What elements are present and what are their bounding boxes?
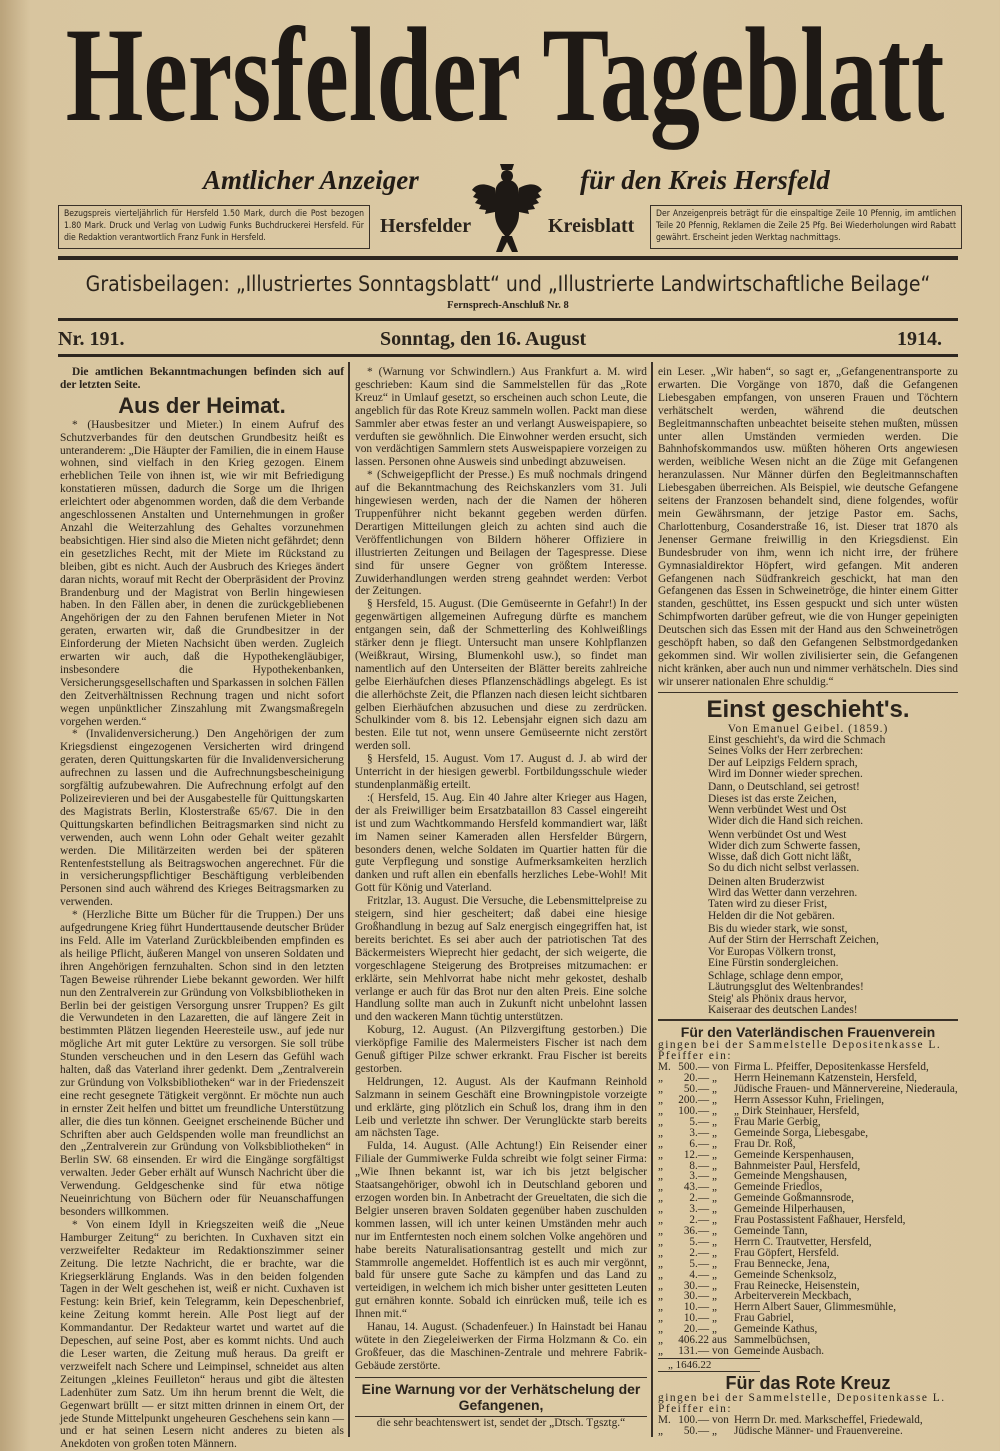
donation-currency-mark: „ (658, 1279, 663, 1292)
poem-line: Kaiseraar des deutschen Landes! (708, 1003, 858, 1016)
issue-date: Sonntag, den 16. August (380, 328, 587, 350)
donation-currency-mark: „ (658, 1126, 663, 1139)
poem-line: Der auf Leipzigs Feldern sprach, (708, 756, 858, 769)
kreisblatt-right: Kreisblatt (548, 215, 635, 237)
poem-line: Steig' als Phönix draus hervor, (708, 992, 847, 1005)
donation-preposition: „ (712, 1214, 717, 1227)
donation-currency-mark: „ (658, 1170, 663, 1183)
poem-line: Wider dich die Hand sich reichen. (708, 815, 864, 828)
column-2 (355, 366, 647, 1430)
donation-amount: 2.— (689, 1214, 709, 1227)
poem-author: Von Emanuel Geibel. (1859.) (727, 723, 889, 736)
newspaper-title: Hersfelder Tageblatt (65, 0, 945, 150)
donation-amount: 6.— (689, 1137, 709, 1150)
donation-donor: Gemeinde Friedlos, (734, 1181, 823, 1194)
advertising-info-box: Der Anzeigenpreis beträgt für die einspaltige Zeile 10 Pfennig, im amtlichen Teile 20 Pfennig, Reklamen die Zeile 25 Pfg. Bei Wiederholungen wird Rabatt gewährt. Erscheint jeden Werktag nachmittags. (650, 205, 962, 249)
donation-currency-mark: „ (658, 1159, 663, 1172)
donation-amount: 20.— (683, 1323, 709, 1336)
donation-donor: Gemeinde Sorga, Liebesgabe, (734, 1126, 868, 1139)
donation-donor: Herrn C. Trautvetter, Hersfeld, (734, 1235, 872, 1248)
donation-amount: 30.— (683, 1290, 709, 1303)
donation-amount: 3.— (689, 1126, 709, 1139)
donation-currency-mark: „ (658, 1334, 663, 1347)
donation-preposition: „ (712, 1235, 717, 1248)
donation-amount: 5.— (689, 1235, 709, 1248)
donation-currency-mark: „ (658, 1148, 663, 1161)
donation-currency-mark: „ (658, 1094, 663, 1107)
donation-preposition: „ (712, 1425, 717, 1438)
warning-subtitle: die sehr beachtenswert ist, sendet der „Dtsch. Tgsztg.“ (376, 1416, 626, 1429)
telephone-number: Fernsprech-Anschluß Nr. 8 (447, 300, 569, 311)
donation-amount: 10.— (683, 1312, 709, 1325)
column-divider (651, 362, 653, 1437)
donation-donor: Frau Gabriel, (734, 1312, 794, 1325)
donation-amount: 200.— (678, 1094, 709, 1107)
donation-donor: Bahnmeister Paul, Hersfeld, (734, 1159, 861, 1172)
donation-currency-mark: „ (658, 1301, 663, 1314)
poem-line: Dieses ist das erste Zeichen, (708, 792, 837, 805)
poem-stanza (708, 877, 958, 922)
donation-donor: Arbeiterverein Meckbach, (734, 1290, 852, 1303)
donation-donor: Frau Postassistent Faßhauer, Hersfeld, (734, 1214, 906, 1227)
poem-line: Wird im Donner wieder sprechen. (708, 768, 863, 781)
subscription-info-box: Bezugspreis vierteljährlich für Hersfeld 1.50 Mark, durch die Post bezogen 1.80 Mark. Druck und Verlag von Ludwig Funks Buchdruckerei Hersfeld. Für die Redaktion verantwortlich Franz Funk in Hersfeld. (58, 205, 370, 249)
frauenverein-intro: gingen bei der Sammelstelle Depositenkasse L. Pfeiffer ein: (658, 1038, 942, 1063)
donation-donor: Gemeinde Tann, (734, 1224, 808, 1237)
donation-donor: Gemeinde Mengshausen, (734, 1170, 848, 1183)
poem-line: Helden dir die Not gebären. (708, 909, 835, 922)
article: Hanau, 14. August. (Schadenfeuer.) In Hainstadt bei Hanau wütete in den Ziegeleiwerken der Firma Holzmann & Co. ein Großfeuer, das die Maschinen-Zentrale und mehrere Fabrik-Gebäude zerstörte. (355, 1321, 647, 1372)
donation-amount: 2.— (689, 1192, 709, 1205)
red-cross-title: Für das Rote Kreuz (725, 1372, 891, 1393)
donation-amount: 12.— (683, 1148, 709, 1161)
donation-currency-mark: „ (658, 1344, 663, 1357)
article: * (Warnung vor Schwindlern.) Aus Frankfurt a. M. wird geschrieben: Kaum sind die Sammelstellen für das „Rote Kreuz“ in Umlauf gesetzt, so erscheinen auch schon Leute, die angeblich für das Rote Kreuz sammeln wollen. Packt man diese Sammler aber etwas fester an und verlangt Ausweispapiere, so verduften sie gewöhnlich. Die Einwohner werden ersucht, sich von verdächtigen Sammlern stets Ausweispapiere vorzeigen zu lassen. Personen ohne Ausweis sind unbedingt abzuweisen. (355, 366, 647, 469)
donation-amount: 4.— (689, 1268, 709, 1281)
donation-donor: Frau Göpfert, Hersfeld. (734, 1246, 840, 1259)
donation-amount: 50.— (683, 1083, 709, 1096)
donation-preposition: „ (712, 1301, 717, 1314)
article: * Von einem Idyll in Kriegszeiten weiß die „Neue Hamburger Zeitung“ zu berichten. In Cuxhaven sitzt ein verzweifelter Redakteur im Redaktionszimmer seiner Zeitung. Die letzte Nachricht, die er brachte, war die Kriegserklärung Englands. Was in den beiden folgenden Tagen in der Welt geschehen ist, weiß er nicht. Cuxhaven ist Festung: kein Brief, kein Telegramm, kein Depeschenbrief, keine Zeitung kommt herein. Alle Post liegt auf der Kommandantur. Der Redakteur wartet und wartet auf die Depeschen, auf seine Post, aber es kommt nichts. Und auch die Leser warten, die Zeitung muß heraus. Da greift er verzweifelt nach Schere und Leimpinsel, schneidet aus alten Zeitungen „kleines Feuilleton“ heraus und gibt die ältesten Ladenhüter zum Satz. Um ihn herum brennt die Welt, die Gegenwart brüllt — er sitzt mitten drinnen in einem Ort, der jede Stunde Mittelpunkt ungeheuren Geschehens sein kann — und er hat seinen Lesern nicht anderes zu bieten als Anekdoten von großen toten Männern. (60, 1218, 344, 1451)
donation-donor: Gemeinde Kerspenhausen, (734, 1148, 854, 1161)
issue-number: Nr. 191. (58, 328, 125, 350)
donation-preposition: „ (712, 1246, 717, 1259)
poem-line: Bis du wieder stark, wie sonst, (708, 922, 848, 935)
donation-list (658, 1062, 958, 1356)
poem (658, 735, 958, 1016)
frauenverein-title: Für den Vaterländischen Frauenverein (680, 1023, 936, 1040)
article: Koburg, 12. August. (An Pilzvergiftung gestorben.) Die vierköpfige Familie des Malermeisters Fischer ist nach dem Genuß giftiger Pilze schwer erkrankt. Frau Fischer ist bereits gestorben. (355, 1024, 647, 1075)
poem-line: Dann, o Deutschland, sei getrost! (708, 781, 860, 794)
masthead-rule (58, 256, 958, 260)
article: * (Invalidenversicherung.) Den Angehörigen der zum Kriegsdienst eingezogenen Versicherten wird dringend geraten, deren Quittungskarten für die Invalidenversicherung aufrechnen zu lassen und die Aufrechnungsbescheinigung sorgfältig aufzubewahren. Die Aufrechnung erfolgt auf den Polizeirevieren und bei der Ausgabestelle für Quittungskarten des Magistrats Berlin, Klosterstraße 65/67. Die in den Quittungskarten befindlichen Beitragsmarken sind nicht zu verwenden, auch wenn Lohn oder Gehalt weiter gezahlt werden. Die Militärzeiten werden bei der späteren Rentenfeststellung als Beitragswochen angerechnet. Für die in versicherungspflichtiger Beschäftigung verbleibenden Personen sind auch während des Krieges Beitragsmarken zu verwenden. (60, 728, 344, 909)
donation-currency-mark: „ (658, 1425, 663, 1438)
donation-preposition: „ (712, 1279, 717, 1292)
column-divider (348, 362, 350, 1437)
poem-stanza (708, 971, 958, 1016)
donation-total: „ 1646.22 (658, 1358, 760, 1372)
donation-amount: 43.— (683, 1181, 709, 1194)
donation-amount: 20.— (683, 1072, 709, 1085)
donation-preposition: „ (712, 1312, 717, 1325)
poem-line: Auf der Stirn der Herrschaft Zeichen, (708, 934, 879, 947)
donation-amount: 50.— (683, 1425, 709, 1438)
poem-line: Wenn verbündet Ost und West (708, 828, 847, 841)
kreisblatt-left: Hersfelder (380, 215, 472, 237)
donation-amount: 3.— (689, 1203, 709, 1216)
donation-amount: 10.— (683, 1301, 709, 1314)
donation-currency-mark: „ (658, 1072, 663, 1085)
donation-currency-mark: „ (658, 1115, 663, 1128)
donation-donor: Gemeinde Hilperhausen, (734, 1203, 846, 1216)
donation-preposition: „ (712, 1323, 717, 1336)
donation-currency-mark: M. (658, 1414, 671, 1427)
donation-preposition: aus (712, 1334, 727, 1347)
divider (658, 692, 958, 694)
article: * (Herzliche Bitte um Bücher für die Truppen.) Der uns aufgedrungene Krieg führt Hunderttausende deutscher Brüder ins Feld. Alle im Vaterland Zurückbleibenden empfinden es als heilige Pflicht, äußeren Mangel von unseren Soldaten und ihren Angehörigen fernzuhalten. Schon sind in den letzten Tagen Beweise rührender Liebe bekannt geworden. Wer hilft nun den Zentralverein zur Gründung von Volksbibliotheken in Berlin bei der geistigen Versorgung unsrer Truppen? Es gilt die Verwundeten in den Lazaretten, die auf längere Zeit in bestimmten Plätzen liegenden Heeresteile usw., auf jede nur mögliche Art mit guter Lektüre zu versorgen. Sie soll trübe Stunden verscheuchen und in den Lesern das Gefühl wach halten, daß das Vaterland ihrer gedenkt. Dem „Zentralverein zur Gründung von Volksbibliotheken“ war in der Friedenszeit eine recht gesegnete Tätigkeit vergönnt. Er möchte nun auch in ernster Zeit helfen und bittet um freundliche Unterstützung aller, die dies tun können. Geeignet erscheinende Bücher und Schriften aber auch Geldspenden wolle man freundlichst an den „Zentralverein zur Gründung von Volksbibliotheken“ in Berlin SW. 68 einsenden. Er wird die Eingänge sorgfältigst verwalten. Jeder Geber erhält auf Wunsch Nachricht über die Verwendung. Geldgeschenke sind für etwa nötige Neueinrichtung von Büchern oder für Neuanschaffungen besonders willkommen. (60, 909, 344, 1218)
article: * (Hausbesitzer und Mieter.) In einem Aufruf des Schutzverbandes für den deutschen Grundbesitz heißt es unteranderem: „Die Häupter der Familien, die in einem Hause wohnen, sind vielfach in den Krieg gezogen. Einem erheblichen Teile von ihnen ist, wie wir mit Befriedigung konstatieren müssen, dadurch die Sorge um die Ihrigen erleichtert oder abgenommen worden, daß die dem Verbande angeschlossenen Anstalten und Unternehmungen in großer Anzahl die Weiterzahlung des Gehaltes vorzunehmen beabsichtigen. Hier sind also die Mieten nicht gefährdet; denn ein gesetzliches Recht, mit der Miete im Rückstand zu bleiben, gibt es nicht. Auch der Ausbruch des Krieges ändert daran nichts, worauf mit Recht der Oberpräsident der Provinz Brandenburg und der Magistrat von Berlin hingewiesen haben. In den Fällen aber, in denen die zurückgebliebenen Angehörigen der zu den Fahnen berufenen Mieter in Not geraten, erwarten wir, daß die Grundbesitzer in der Einforderung der Mieten Nachsicht üben werden. Zugleich erwarten wir auch, daß die Hypothekengläubiger, insbesondere die Hypothekenbanken, Versicherungsgesellschaften und Sparkassen in solchen Fällen den Zeitverhältnissen Rechnung tragen und nicht sofort wegen unpünktlicher Zinszahlung mit Zwangsmaßregeln vorgehen werden.“ (60, 418, 344, 728)
donation-amount: 100.— (678, 1105, 709, 1117)
donation-currency-mark: „ (658, 1235, 663, 1248)
donation-amount: 5.— (689, 1115, 709, 1128)
donation-amount: 8.— (689, 1159, 709, 1172)
subtitle-left: Amtlicher Anzeiger (203, 165, 419, 195)
donation-currency-mark: „ (658, 1192, 663, 1205)
poem-stanza (708, 735, 958, 780)
donation-amount: 36.— (683, 1224, 709, 1237)
rule (58, 354, 958, 357)
donation-donor: Herrn Albert Sauer, Glimmesmühle, (734, 1301, 897, 1314)
donation-amount: 406.22 (678, 1334, 709, 1347)
donation-preposition: von (712, 1061, 729, 1074)
poem-stanza (708, 830, 958, 875)
donation-preposition: „ (712, 1083, 717, 1096)
donation-donor: Gemeinde Ausbach. (734, 1344, 825, 1357)
donation-currency-mark: „ (658, 1083, 663, 1096)
donation-donor: Gemeinde Kathus, (734, 1323, 818, 1336)
donation-amount: 2.— (689, 1246, 709, 1259)
donation-preposition: „ (712, 1137, 717, 1150)
poem-line: Eine Fürstin sondergleichen. (708, 956, 839, 969)
donation-preposition: „ (712, 1290, 717, 1303)
divider (658, 1019, 958, 1021)
donation-currency-mark: M. (658, 1061, 671, 1074)
donation-currency-mark: „ (658, 1224, 663, 1237)
donation-currency-mark: „ (658, 1246, 663, 1259)
donation-list (658, 1415, 958, 1437)
donation-amount: 3.— (689, 1170, 709, 1183)
donation-amount: 5.— (689, 1257, 709, 1270)
donation-donor: Herrn Dr. med. Markscheffel, Friedewald, (734, 1414, 923, 1427)
donation-preposition: „ (712, 1115, 717, 1128)
poem-line: Wird das Wetter dann verzehren. (708, 887, 858, 900)
poem-stanza (708, 924, 958, 969)
donation-preposition: „ (712, 1257, 717, 1270)
donation-donor: Frau Marie Gerbig, (734, 1115, 821, 1128)
donation-donor: Frau Bennecke, Jena, (734, 1257, 830, 1270)
warning-box (355, 1377, 647, 1417)
article: § Hersfeld, 15. August. Vom 17. August d. J. ab wird der Unterricht in der hiesigen gewerbl. Fortbildungsschule wieder stundenplanmäßig erteilt. (355, 753, 647, 791)
poem-line: Einst geschieht's, da wird die Schmach (708, 734, 886, 747)
donation-donor: Herrn Heinemann Katzenstein, Hersfeld, (734, 1072, 917, 1085)
donation-preposition: „ (712, 1268, 717, 1281)
imperial-eagle-icon (470, 160, 544, 256)
donation-currency-mark: „ (658, 1323, 663, 1336)
poem-line: Deinen alten Bruderzwist (708, 875, 825, 888)
donation-preposition: „ (712, 1224, 717, 1237)
official-notices-note: Die amtlichen Bekanntmachungen befinden sich auf der letzten Seite. (60, 366, 344, 391)
donation-amount: 131.— (678, 1344, 709, 1357)
poem-line: Wisse, daß dich Gott nicht läßt, (708, 851, 852, 864)
donation-currency-mark: „ (658, 1181, 663, 1194)
poem-stanza (708, 782, 958, 827)
article: Fritzlar, 13. August. Die Versuche, die Lebensmittelpreise zu steigern, sind hier gescheitert; daß dabei eine hiesige Großhandlung in bezug auf Salz energisch eingegriffen hat, ist bereits berichtet. Es sei aber auch der patriotischen Tat des Bäckermeisters Wieprecht hier gedacht, der sich weigerte, die vorgeschlagene Steigerung des Brotpreises mitzumachen: er erklärte, sein Mehlvorrat habe nicht mehr gekostet, deshalb verlange er auch für das Brot nur den alten Preis. Eine solche Handlung sollte man auch in Zukunft nicht unbelohnt lassen und den wackeren Mann tüchtig unterstützen. (355, 895, 647, 1024)
article: Fulda, 14. August. (Alle Achtung!) Ein Reisender einer Filiale der Gummiwerke Fulda schreibt wie folgt seiner Firma: „Wie Ihnen bekannt ist, war ich bis jetzt belgischer Staatsangehöriger, obwohl ich in Deutschland geboren und erzogen worden bin. In Anbetracht der Greueltaten, die sich die Belgier unseren braven Soldaten gegenüber haben zuschulden kommen lassen, will ich unter keinen Umständen mehr auch nur im Entferntesten noch einem solchen Volke angehören und habe bereits Naturalisationsantrag gestellt und mich zur Stammrolle angemeldet. Hoffentlich ist es auch mir vergönnt, bald für unsere gute Sache zu kämpfen und das Land zu verteidigen, in welchem ich mich bisher unter gesitteten Leuten gut ernähren konnte. Sobald ich einrücken muß, teile ich es Ihnen mit.“ (355, 1140, 647, 1321)
donation-currency-mark: „ (658, 1203, 663, 1216)
free-supplements-line: Gratisbeilagen: „Illustriertes Sonntagsblatt“ und „Illustrierte Landwirtschaftliche Beilage“ (85, 272, 931, 296)
column-3 (658, 366, 958, 1437)
article: § Hersfeld, 15. August. (Die Gemüseernte in Gefahr!) In der gegenwärtigen allgemeinen Aufregung dürfte es manchem entgangen sein, daß der Schmetterling des Kohlweißlings stärker denn je fliegt. Untersucht man unsere Kohlpflanzen (Weißkraut, Wirsing, Blumenkohl usw.), so findet man namentlich auf den Unterseiten der Blätter bereits zahlreiche gelbe Eierhäufchen dieses Pflanzenschädlings abgelegt. Es ist die allerhöchste Zeit, die Pflanzen nach diesen leicht sichtbaren gelben Eierhäufchen abzusuchen und diese zu zerdrücken. Schulkinder vom 8. bis 12. Lebensjahr eignen sich dazu am besten. Eile tut not, wenn unsere Gemüseernte nicht zerstört werden soll. (355, 598, 647, 753)
column-1 (60, 366, 344, 1451)
donation-preposition: „ (712, 1159, 717, 1172)
donation-preposition: von (712, 1344, 729, 1357)
donation-preposition: „ (712, 1148, 717, 1161)
poem-line: Seines Volks der Herr zerbrechen: (708, 745, 864, 758)
section-heading: Aus der Heimat. (118, 392, 286, 418)
donation-currency-mark: „ (658, 1105, 663, 1117)
donation-preposition: „ (712, 1192, 717, 1205)
donation-preposition: „ (712, 1094, 717, 1107)
article: * (Schweigepflicht der Presse.) Es muß nochmals dringend auf die Bekanntmachung des Reichskanzlers vom 31. Juli hingewiesen werden, nach der die Namen der höheren Truppenführer nicht bekannt gegeben werden dürfen. Derartigen Mitteilungen gleich zu achten sind auch die Veröffentlichungen von Bildern höherer Offiziere in illustrierten Zeitungen und Beilagen der Tagespresse. Diese sind für unsere Gegner von größtem Interesse. Zuwiderhandlungen werden streng geahndet werden: Verbot der Zeitungen. (355, 469, 647, 598)
donation-donor: Jüdische Männer- und Frauenvereine. (734, 1425, 903, 1438)
donation-currency-mark: „ (658, 1290, 663, 1303)
donation-preposition: „ (712, 1181, 717, 1194)
poem-line: Vor Europas Völkern tronst, (708, 945, 837, 958)
subtitle-right: für den Kreis Hersfeld (580, 165, 830, 195)
donation-donor: Gemeinde Goßmannsrode, (734, 1192, 854, 1205)
donation-donor: Herrn Assessor Kuhn, Frielingen, (734, 1094, 885, 1107)
donation-preposition: „ (712, 1170, 717, 1183)
donation-donor: Sammelbüchsen, (734, 1334, 811, 1347)
poem-line: Läutrungsglut des Weltenbrandes! (708, 981, 864, 994)
donation-amount: 30.— (683, 1279, 709, 1292)
article: :( Hersfeld, 15. Aug. Ein 40 Jahre alter Krieger aus Hagen, der als Freiwilliger beim Ersatzbataillon 83 Cassel eingereiht ist und zum Wachtkommando Hersfeld kommandiert war, läßt im Namen seiner Kameraden allen Hersfelder Bürgern, besonders denen, welche Soldaten im Quartier hatten für die gute Verpflegung und sonstige Aufmerksamkeiten herzlich danken und ruft allen ein ebenfalls herzliches Lebe-Wohl! Mit Gott für König und Vaterland. (355, 791, 647, 895)
article: Heldrungen, 12. August. Als der Kaufmann Reinhold Salzmann in seinem Geschäft eine Browningpistole vorzeigte und erklärte, ging plötzlich ein Schuß los, drang ihm in den Leib und verletzte ihn schwer. Der Verunglückte starb bereits am nächsten Tage. (355, 1075, 647, 1140)
donation-currency-mark: „ (658, 1268, 663, 1281)
warning-title: Eine Warnung vor der Verhätschelung der Gefangenen, (361, 1380, 641, 1413)
poem-line: Wider dich zum Schwerte fassen, (708, 839, 861, 852)
rule (58, 318, 958, 321)
poem-title: Einst geschieht's. (706, 696, 910, 724)
poem-line: So du dich nicht selbst verlassen. (708, 862, 860, 875)
donation-donor: Jüdische Frauen- und Männervereine, Niederaula, (734, 1083, 958, 1096)
donation-preposition: „ (712, 1105, 717, 1117)
donation-donor: Firma L. Pfeiffer, Depositenkasse Hersfeld, (734, 1061, 929, 1074)
poem-line: Taten wird zu dieser Frist, (708, 898, 828, 911)
donation-amount: 100.— (678, 1414, 709, 1427)
donation-donor: „ Dirk Steinhauer, Hersfeld, (734, 1105, 860, 1117)
donation-preposition: „ (712, 1072, 717, 1085)
red-cross-intro: gingen bei der Sammelstelle, Depositenkasse L. Pfeiffer ein: (658, 1391, 946, 1416)
donation-preposition: „ (712, 1126, 717, 1139)
donation-donor: Frau Dr. Roß, (734, 1137, 796, 1150)
donation-preposition: „ (712, 1203, 717, 1216)
donation-preposition: von (712, 1414, 729, 1427)
donation-currency-mark: „ (658, 1312, 663, 1325)
issue-year: 1914. (897, 328, 942, 350)
donation-donor: Frau Reinecke, Heisenstein, (734, 1279, 860, 1292)
donation-currency-mark: „ (658, 1257, 663, 1270)
donation-amount: 500.— (678, 1061, 709, 1074)
poem-line: Schlage, schlage denn empor, (708, 970, 844, 983)
donation-donor: Gemeinde Schenksolz, (734, 1268, 837, 1281)
poem-line: Wenn verbündet West und Ost (708, 803, 847, 816)
donation-currency-mark: „ (658, 1214, 663, 1227)
donation-currency-mark: „ (658, 1137, 663, 1150)
article-continuation: ein Leser. „Wir haben“, so sagt er, „Gefangenentransporte zu erwarten. Die Vorgänge von 1870, daß die Gefangenen Liebesgaben empfangen, von unseren Frauen und Töchtern verhätschelt werden, während die deutschen Begleitmannschaften unbeachtet beiseite stehen mußten, müssen unter allen Umständen vermieden werden. Die Bahnhofskommandos usw. müßten höheren Orts angewiesen werden, weibliche Wesen nicht an die Züge mit Gefangenen heranzulassen. Nur Männer dürfen den Begleitmannschaften Liebesgaben überreichen. Als Beispiel, wie deutsche Gefangene seitens der Franzosen behandelt sind, diene folgendes, wofür mein Gewährsmann, der jetzige Pastor em. Sachs, Charlottenburg, Cosanderstraße 16, ist. Dieser trat 1870 als Jenenser Germane freiwillig in den Kriegsdienst. Ein Bundesbruder von ihm, wenn ich nicht irre, der frühere Gymnasialdirektor Höpfert, wird gefangen. Mit anderen Gefangenen nach Südfrankreich geschickt, hat man den Gefangenen das Essen in Schweinetröge, die hinter einem Gitter standen, geschüttet, ins Essen gespuckt und sich unter wüsten Schimpfworten darüber gefreut, wie die von Hunger gepeinigten Deutschen sich das Essen mit der Hand aus den Schweinetrögen geschöpft haben, so daß den Gefangenen Selbstmordgedanken gekommen sind. Wir wollen zivilisierter sein, die Gefangenen nicht kränken, aber auch nun und nimmer verhätscheln. Dies sind wir unserer nationalen Ehre schuldig.“ (658, 366, 958, 688)
